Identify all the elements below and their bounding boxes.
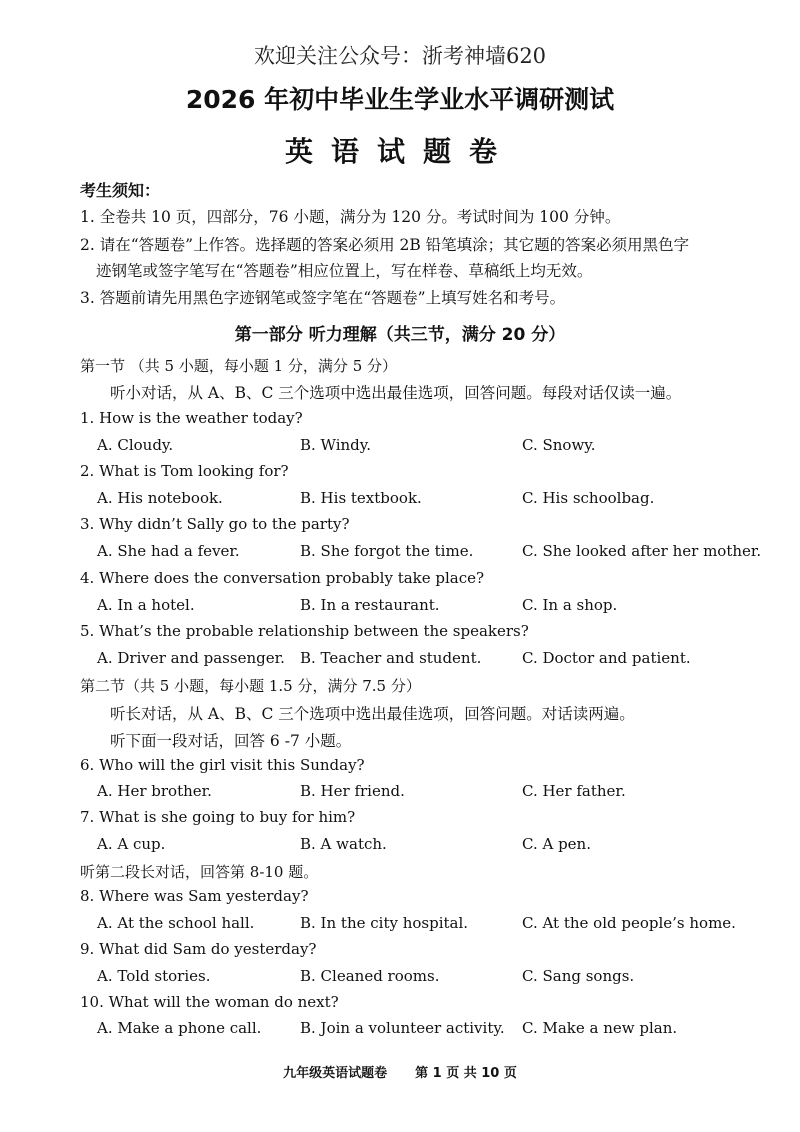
- q5-option-c: C. Doctor and patient.: [522, 649, 691, 667]
- section2-instruction: 听长对话，从 A、B、C 三个选项中选出最佳选项，回答问题。对话读两遍。: [110, 705, 635, 723]
- question-4: 4. Where does the conversation probably take place?: [80, 569, 485, 587]
- footer-paper-name: 九年级英语试题卷: [283, 1066, 388, 1081]
- q10-option-b: B. Join a volunteer activity.: [300, 1019, 505, 1037]
- q6-option-c: C. Her father.: [522, 782, 626, 800]
- question-1: 1. How is the weather today?: [80, 409, 303, 427]
- section2-sub-instruction-1: 听下面一段对话，回答 6 -7 小题。: [110, 732, 352, 750]
- q4-option-a: A. In a hotel.: [97, 596, 195, 614]
- part1-heading: 第一部分 听力理解（共三节，满分 20 分）: [234, 325, 566, 345]
- notice-item-2-cont: 迹钢笔或签字笔写在“答题卷”相应位置上，写在样卷、草稿纸上均无效。: [96, 262, 593, 280]
- question-3: 3. Why didn’t Sally go to the party?: [80, 515, 350, 533]
- q1-option-c: C. Snowy.: [522, 436, 596, 454]
- notice-item-1: 1. 全卷共 10 页，四部分，76 小题，满分为 120 分。考试时间为 100 分钟。: [80, 208, 621, 226]
- q4-option-c: C. In a shop.: [522, 596, 618, 614]
- q3-option-a: A. She had a fever.: [97, 542, 240, 560]
- exam-title: 2026 年初中毕业生学业水平调研测试: [185, 85, 615, 114]
- q8-option-c: C. At the old people’s home.: [522, 914, 736, 932]
- q9-option-a: A. Told stories.: [97, 967, 211, 985]
- q10-option-c: C. Make a new plan.: [522, 1019, 678, 1037]
- q2-option-b: B. His textbook.: [300, 489, 422, 507]
- q2-option-c: C. His schoolbag.: [522, 489, 655, 507]
- question-6: 6. Who will the girl visit this Sunday?: [80, 756, 365, 774]
- q7-option-c: C. A pen.: [522, 835, 591, 853]
- exam-subtitle: 英语试题卷: [284, 135, 515, 168]
- section1-heading: 第一节 （共 5 小题，每小题 1 分，满分 5 分）: [80, 357, 398, 375]
- question-5: 5. What’s the probable relationship between the speakers?: [80, 622, 529, 640]
- section1-instruction: 听小对话，从 A、B、C 三个选项中选出最佳选项，回答问题。每段对话仅读一遍。: [110, 384, 682, 402]
- q7-option-a: A. A cup.: [97, 835, 166, 853]
- top-note: 欢迎关注公众号：浙考神墙620: [253, 44, 547, 68]
- page-footer: [0, 1062, 800, 1081]
- notice-item-3: 3. 答题前请先用黑色字迹钢笔或签字笔在“答题卷”上填写姓名和考号。: [80, 289, 566, 307]
- q9-option-b: B. Cleaned rooms.: [300, 967, 440, 985]
- q4-option-b: B. In a restaurant.: [300, 596, 440, 614]
- q3-option-c: C. She looked after her mother.: [522, 542, 762, 560]
- q6-option-a: A. Her brother.: [97, 782, 212, 800]
- notice-heading: 考生须知：: [80, 181, 161, 200]
- q5-option-a: A. Driver and passenger.: [97, 649, 285, 667]
- q2-option-a: A. His notebook.: [97, 489, 223, 507]
- q6-option-b: B. Her friend.: [300, 782, 405, 800]
- section2-heading: 第二节（共 5 小题，每小题 1.5 分，满分 7.5 分）: [80, 677, 421, 695]
- q3-option-b: B. She forgot the time.: [300, 542, 474, 560]
- question-2: 2. What is Tom looking for?: [80, 462, 289, 480]
- question-10: 10. What will the woman do next?: [80, 993, 339, 1011]
- q9-option-c: C. Sang songs.: [522, 967, 635, 985]
- q10-option-a: A. Make a phone call.: [97, 1019, 262, 1037]
- section2-sub-instruction-2: 听第二段长对话，回答第 8-10 题。: [80, 863, 319, 881]
- footer-page-number: 第 1 页 共 10 页: [415, 1066, 517, 1081]
- notice-item-2: 2. 请在“答题卷”上作答。选择题的答案必须用 2B 铅笔填涂；其它题的答案必须用黑色字: [80, 236, 690, 254]
- q7-option-b: B. A watch.: [300, 835, 387, 853]
- q5-option-b: B. Teacher and student.: [300, 649, 482, 667]
- q1-option-a: A. Cloudy.: [97, 436, 174, 454]
- question-7: 7. What is she going to buy for him?: [80, 808, 356, 826]
- q1-option-b: B. Windy.: [300, 436, 372, 454]
- question-8: 8. Where was Sam yesterday?: [80, 887, 309, 905]
- question-9: 9. What did Sam do yesterday?: [80, 940, 317, 958]
- q8-option-b: B. In the city hospital.: [300, 914, 469, 932]
- q8-option-a: A. At the school hall.: [97, 914, 255, 932]
